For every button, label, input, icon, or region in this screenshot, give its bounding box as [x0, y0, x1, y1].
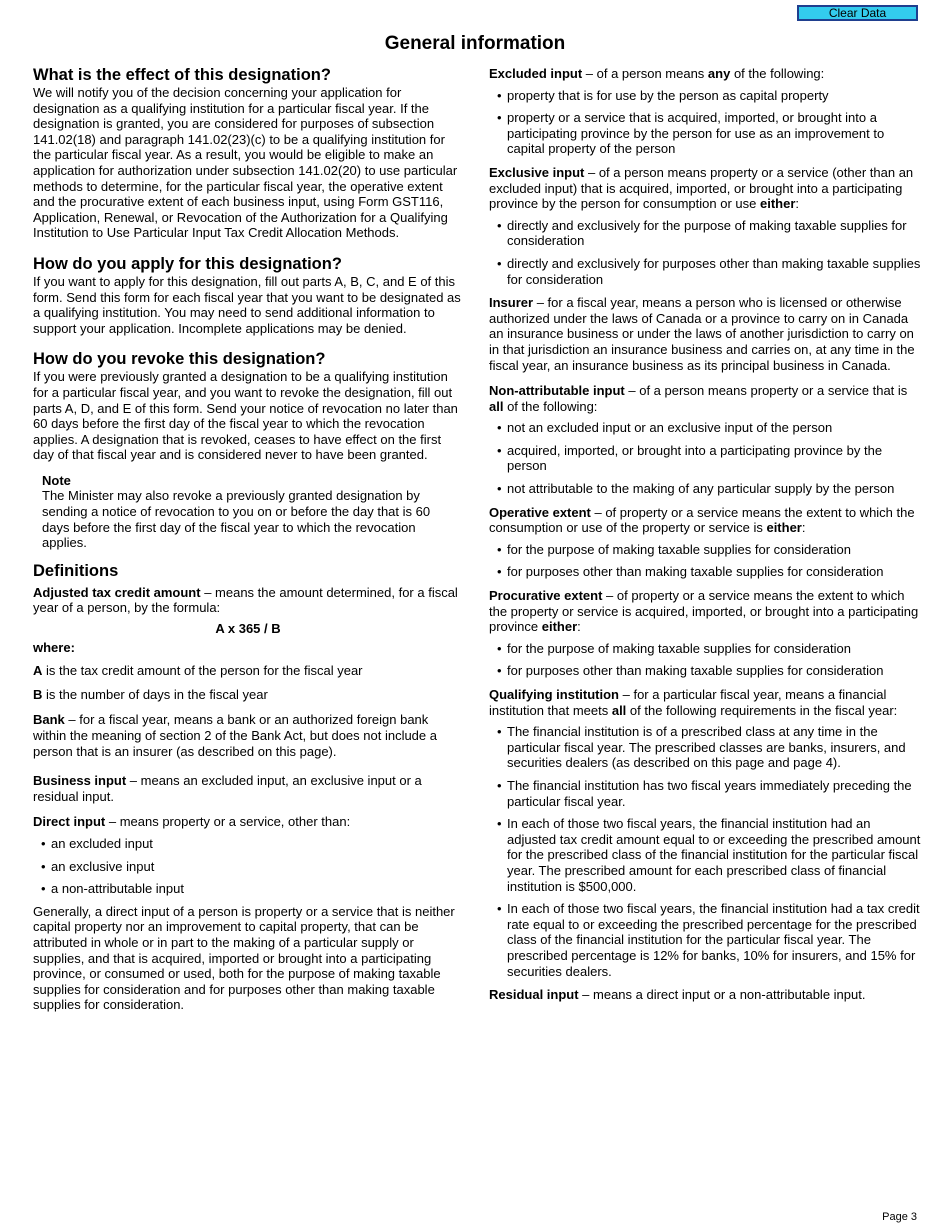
apply-heading: How do you apply for this designation?: [33, 254, 342, 273]
list-item: • for the purpose of making taxable supplies for consideration: [489, 641, 921, 657]
note-label: Note: [42, 472, 71, 488]
term-direct: Direct input: [33, 814, 106, 830]
apply-text: If you want to apply for this designation, fill out parts A, B, C, and E of this form. Send this form for each fiscal year that you want to be designated as a qualifying institution. You may need to send additional information to support your application. Incomplete applications may be denied.: [33, 273, 461, 336]
page-number: Page 3: [882, 1211, 917, 1223]
def-nonattributable: [489, 383, 921, 414]
term-a: A: [33, 663, 43, 679]
operative-text: – of property or a service means the extent to which the consumption or use of the property or service is: [489, 504, 915, 536]
term-bank: Bank: [33, 712, 65, 728]
direct-general: Generally, a direct input of a person is property or a service that is neither capital property nor an improvement to capital property, that can be attributed in whole or in part to the making of a particular supply or supplies, and that is acquired, imported or brought into a participating province, or consumed or used, both for the purpose of making taxable supplies for consideration and for purposes other than making taxable supplies for consideration.: [33, 903, 455, 1013]
def-a: [33, 663, 463, 679]
term-b: B: [33, 686, 43, 702]
term-residual: Residual input: [489, 987, 579, 1003]
excluded-list: [489, 88, 921, 157]
list-item: • directly and exclusively for the purpose of making taxable supplies for consideration: [489, 218, 921, 249]
emphasis: either: [759, 196, 796, 212]
term-adjusted: Adjusted tax credit amount: [33, 584, 201, 600]
list-item: • In each of those two fiscal years, the financial institution had an adjusted tax credit amount equal to or exceeding the prescribed amount for the prescribed class of the financial institution for the particular fiscal year. The prescribed amount for each prescribed class of financial institution is $500,000.: [489, 816, 921, 894]
list-item: • for purposes other than making taxable supplies for consideration: [489, 564, 921, 580]
note-text: The Minister may also revoke a previously granted designation by sending a notice of revocation to you on or before the day that is 60 days before the first day of the fiscal year to which the revocation applies.: [42, 488, 431, 551]
def-direct: [33, 814, 463, 830]
procurative-text: – of property or a service means the extent to which the property or service is acquired, imported, or brought into a participating province: [489, 588, 919, 635]
def-residual: [489, 987, 921, 1003]
insurer-text: – for a fiscal year, means a person who is licensed or otherwise authorized under the laws of Canada or a province to carry on in Canada an insurance business or under the laws of another jurisdiction to carry on in that jurisdiction an insurance business and carries on, at any time in the fiscal year, an insurance business as its principal business in Canada.: [489, 295, 915, 373]
list-item: • In each of those two fiscal years, the financial institution had a tax credit rate equal to or exceeding the prescribed percentage for the prescribed class of the financial institution for the particular fiscal year. The prescribed percentage is 12% for banks, 10% for insurers, and 15% for securities dealers.: [489, 901, 921, 979]
list-item: • The financial institution has two fiscal years immediately preceding the particular fiscal year.: [489, 778, 921, 809]
formula: A x 365 / B: [215, 621, 281, 637]
procurative-list: [489, 641, 921, 679]
list-item: • property or a service that is acquired, imported, or brought into a participating province by the person for use as an improvement to capital property of the person: [489, 110, 921, 157]
term-nonattributable: Non-attributable input: [489, 383, 625, 399]
excluded-text: – of a person means: [582, 66, 708, 81]
qualifying-list: [489, 724, 921, 979]
bank-text: – for a fiscal year, means a bank or an authorized foreign bank within the meaning of section 2 of the Bank Act, but does not include a person that is an insurer (as described on this page).: [33, 712, 437, 759]
def-operative: [489, 505, 921, 536]
term-operative: Operative extent: [489, 504, 591, 520]
revoke-text: If you were previously granted a designation to be a qualifying institution for a particular fiscal year, and you want to revoke the designation, fill out parts A, D, and E of this form. Send your notice of revocation no later than 60 days before the first day of the fiscal year to which the revocation applies. A designation that is revoked, ceases to have effect on the first day of that fiscal year and is considered never to have been granted.: [33, 369, 458, 463]
def-b: [33, 687, 463, 703]
def-bank: [33, 712, 463, 759]
emphasis: all: [489, 398, 504, 414]
list-item: • The financial institution is of a prescribed class at any time in the particular fiscal year. The prescribed classes are banks, insurers, and securities dealers (as described on this page and page 4).: [489, 724, 921, 771]
list-item: • a non-attributable input: [33, 881, 463, 897]
list-item: • an exclusive input: [33, 859, 463, 875]
term-procurative: Procurative extent: [489, 588, 603, 604]
operative-list: [489, 542, 921, 580]
exclusive-text-end: :: [795, 196, 800, 212]
direct-list: [33, 836, 463, 897]
def-insurer: [489, 295, 921, 373]
qualifying-text-end: of the following requirements in the fiscal year:: [626, 702, 898, 718]
note-box: [42, 473, 442, 551]
revoke-heading: How do you revoke this designation?: [33, 350, 326, 369]
adjusted-text: – means the amount determined, for a fiscal year of a person, by the formula:: [33, 584, 458, 616]
residual-text: – means a direct input or a non-attributable input.: [578, 987, 866, 1003]
term-business: Business input: [33, 773, 127, 789]
procurative-text-end: :: [577, 619, 581, 635]
list-item: • acquired, imported, or brought into a participating province by the person: [489, 443, 921, 474]
nonattr-list: [489, 420, 921, 496]
def-qualifying: [489, 687, 921, 718]
def-adjusted: [33, 585, 463, 616]
qualifying-text: – for a particular fiscal year, means a financial institution that meets: [489, 687, 887, 718]
list-item: • an excluded input: [33, 836, 463, 852]
term-qualifying: Qualifying institution: [489, 687, 619, 702]
where-label: where:: [33, 639, 75, 655]
emphasis: any: [707, 66, 731, 81]
def-procurative: [489, 588, 921, 635]
exclusive-text: – of a person means property or a service (other than an excluded input) that is acquired, imported, or brought into a participating province by the person for consumption or use: [489, 164, 914, 212]
list-item: • for the purpose of making taxable supplies for consideration: [489, 542, 921, 558]
effect-heading: What is the effect of this designation?: [33, 66, 331, 84]
term-excluded: Excluded input: [489, 66, 583, 81]
list-item: • not an excluded input or an exclusive input of the person: [489, 420, 921, 436]
term-exclusive: Exclusive input: [489, 164, 585, 180]
operative-text-end: :: [801, 520, 806, 536]
direct-text: – means property or a service, other than:: [105, 814, 351, 830]
list-item: • property that is for use by the person as capital property: [489, 88, 921, 104]
list-item: • directly and exclusively for purposes other than making taxable supplies for consideration: [489, 256, 921, 287]
effect-text: We will notify you of the decision concerning your application for designation as a qualifying institution for a particular fiscal year. If the designation is granted, you are considered for purposes of subsection 141.02(18) and paragraph 141.02(23)(c) to be a qualifying institution for the particular fiscal year. As a result, you would be eligible to make an application for authorization under subsection 141.02(20) to use particular methods to determine, for the particular fiscal year, the operative extent and the procurative extent of each business input, using Form GST116, Application, Renewal, or Revocation of the Authorization for a Qualifying Institution to Use Particular Input Tax Credit Allocation Methods.: [33, 85, 458, 241]
definitions-heading: Definitions: [33, 561, 119, 580]
excluded-text-end: of the following:: [730, 66, 825, 81]
page-title: General information: [384, 33, 566, 54]
a-text: is the tax credit amount of the person for the fiscal year: [42, 663, 363, 679]
def-business: [33, 773, 463, 804]
left-column: [33, 66, 463, 1013]
exclusive-list: [489, 218, 921, 287]
def-excluded: [489, 66, 921, 82]
term-insurer: Insurer: [489, 295, 534, 311]
emphasis: all: [611, 702, 627, 718]
list-item: • for purposes other than making taxable supplies for consideration: [489, 663, 921, 679]
b-text: is the number of days in the fiscal year: [42, 686, 268, 702]
nonattr-text-end: of the following:: [503, 398, 598, 414]
business-text: – means an excluded input, an exclusive input or a residual input.: [33, 773, 422, 804]
emphasis: either: [541, 619, 578, 635]
list-item: • not attributable to the making of any particular supply by the person: [489, 481, 921, 497]
right-column: [489, 66, 921, 1003]
nonattr-text: – of a person means property or a service that is: [624, 383, 908, 399]
def-exclusive: [489, 165, 921, 212]
emphasis: either: [766, 520, 802, 536]
clear-data-button[interactable]: Clear Data: [797, 5, 918, 21]
